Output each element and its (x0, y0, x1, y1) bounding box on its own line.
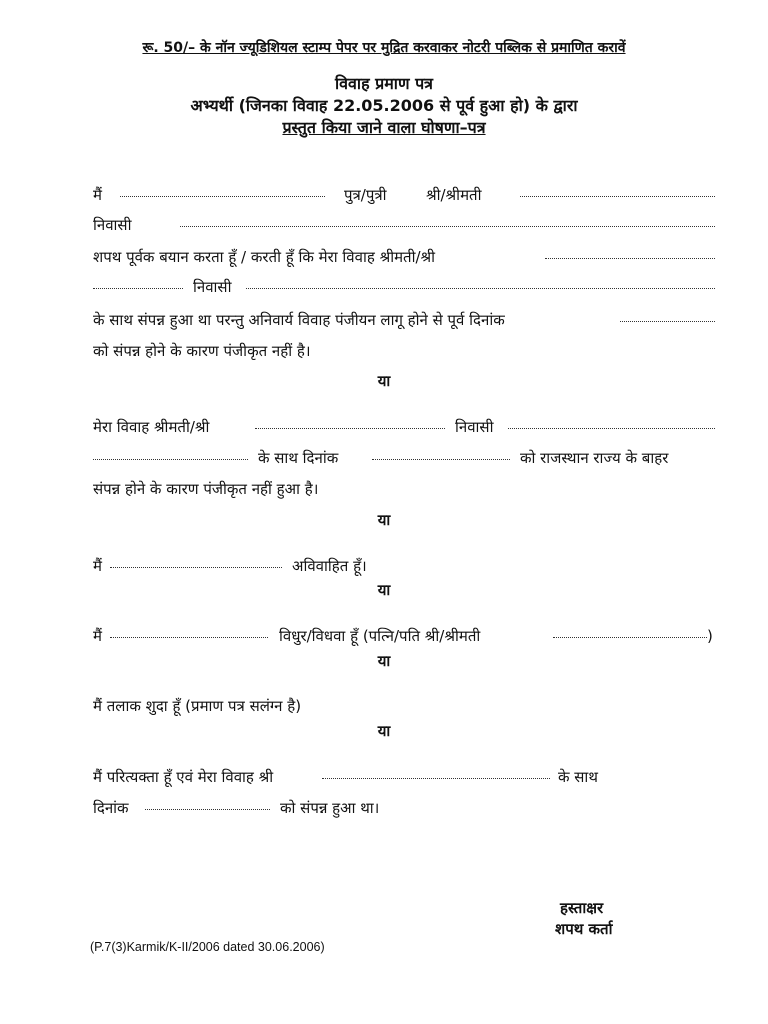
spouse-address-blank[interactable] (246, 284, 715, 289)
name-blank-2[interactable] (110, 563, 282, 568)
spouse-address-blank-2[interactable] (508, 424, 715, 429)
stamp-paper-note: रू. 50/– के नॉन ज्यूडिशियल स्टाम्प पेपर पर मुद्रित करवाकर नोटरी पब्लिक से प्रमाणित करावें (142, 40, 626, 56)
or-label-2: या (377, 511, 391, 529)
text-resident-3: निवासी (455, 418, 494, 436)
text-resident-2: निवासी (193, 278, 232, 296)
text-resident: निवासी (93, 216, 132, 234)
or-label-5: या (377, 722, 391, 740)
or-label-1: या (377, 372, 391, 390)
text-oath: शपथ पूर्वक बयान करता हूँ / करती हूँ कि मेरा विवाह श्रीमती/श्री (93, 248, 436, 266)
text-unmarried: अविवाहित हूँ। (292, 557, 367, 575)
text-not-registered: को संपन्न होने के कारण पंजीकृत नहीं है। (93, 342, 311, 360)
text-married-with: के साथ संपन्न हुआ था परन्तु अनिवार्य विवाह पंजीयन लागू होने से पूर्व दिनांक (93, 311, 505, 329)
text-abandoned: मैं परित्यक्ता हूँ एवं मेरा विवाह श्री (93, 768, 274, 786)
text-outside-rajasthan: को राजस्थान राज्य के बाहर (520, 449, 669, 467)
or-label-4: या (377, 652, 391, 670)
marriage-date-blank-3[interactable] (145, 805, 270, 810)
text-widowed: विधुर/विधवा हूँ (पत्नि/पति श्री/श्रीमती (279, 627, 481, 645)
text-with-date: के साथ दिनांक (258, 449, 339, 467)
name-blank[interactable] (120, 192, 325, 197)
name-blank-3[interactable] (110, 633, 268, 638)
text-me-3: मैं (93, 627, 102, 645)
address-blank[interactable] (180, 222, 715, 227)
text-with: के साथ (558, 768, 598, 786)
marriage-date-blank-2[interactable] (372, 455, 510, 460)
spouse-name-blank[interactable] (545, 254, 715, 259)
text-date: दिनांक (93, 799, 129, 817)
text-mr-mrs: श्री/श्रीमती (426, 186, 482, 204)
text-me: मैं (93, 186, 102, 204)
husband-name-blank[interactable] (322, 774, 550, 779)
text-not-registered-2: संपन्न होने के कारण पंजीकृत नहीं हुआ है। (93, 480, 319, 498)
late-spouse-name-blank[interactable] (553, 633, 707, 638)
text-my-marriage: मेरा विवाह श्रीमती/श्री (93, 418, 210, 436)
signature-label: हस्ताक्षर (560, 899, 604, 917)
text-divorced: मैं तलाक शुदा हूँ (प्रमाण पत्र सलंग्न है) (93, 697, 302, 715)
deponent-label: शपथ कर्ता (555, 920, 613, 938)
father-name-blank[interactable] (520, 192, 715, 197)
text-me-2: मैं (93, 557, 102, 575)
spouse-name-blank-2[interactable] (255, 424, 445, 429)
title-line-1: विवाह प्रमाण पत्र (334, 74, 434, 93)
title-line-2: अभ्यर्थी (जिनका विवाह 22.05.2006 से पूर्व हुआ हो) के द्वारा (190, 96, 578, 115)
spouse-name-cont-blank[interactable] (93, 284, 183, 289)
title-line-3: प्रस्तुत किया जाने वाला घोषणा–पत्र (282, 118, 486, 137)
or-label-3: या (377, 581, 391, 599)
text-son-daughter: पुत्र/पुत्री (344, 186, 387, 204)
marriage-date-blank[interactable] (620, 317, 715, 322)
spouse-address-cont-blank[interactable] (93, 455, 248, 460)
text-performed: को संपन्न हुआ था। (280, 799, 380, 817)
text-close-paren: ) (707, 627, 713, 645)
footer-reference: (P.7(3)Karmik/K-II/2006 dated 30.06.2006) (90, 940, 325, 954)
